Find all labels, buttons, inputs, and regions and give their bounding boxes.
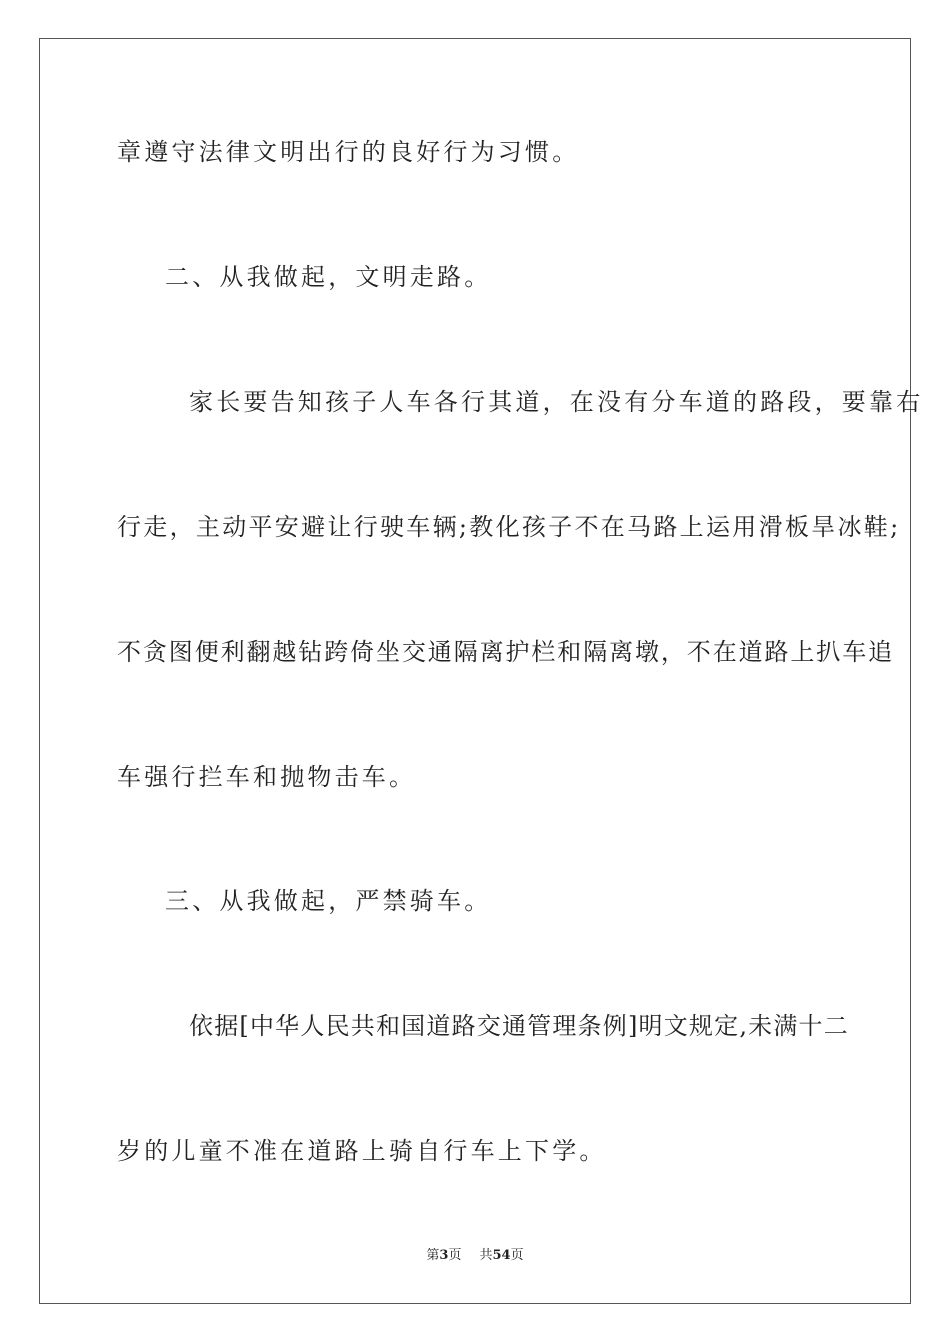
footer-page-prefix: 第 <box>426 1248 440 1263</box>
body-line-5: 不贪图便利翻越钻跨倚坐交通隔离护栏和隔离墩，不在道路上扒车追 <box>117 638 894 666</box>
body-line-4: 行走，主动平安避让行驶车辆;教化孩子不在马路上运用滑板旱冰鞋; <box>117 513 901 541</box>
section-heading-2: 二、从我做起，文明走路。 <box>165 263 492 291</box>
body-line-9: 岁的儿童不准在道路上骑自行车上下学。 <box>117 1137 607 1165</box>
footer-total-suffix: 页 <box>510 1248 524 1263</box>
page-border <box>39 38 911 1304</box>
section-heading-3: 三、从我做起，严禁骑车。 <box>165 887 492 915</box>
footer-page-number: 3 <box>439 1248 449 1263</box>
footer-total-pages: 54 <box>492 1248 511 1263</box>
body-line-3: 家长要告知孩子人车各行其道，在没有分车道的路段，要靠右 <box>189 388 924 416</box>
body-line-8: 依据[中华人民共和国道路交通管理条例]明文规定,未满十二 <box>189 1012 849 1040</box>
footer-page-suffix: 页 <box>448 1248 462 1263</box>
body-line-6: 车强行拦车和抛物击车。 <box>117 763 417 791</box>
footer-total-prefix: 共 <box>479 1248 493 1263</box>
page-footer <box>0 1247 950 1265</box>
body-line-1: 章遵守法律文明出行的良好行为习惯。 <box>117 138 580 166</box>
